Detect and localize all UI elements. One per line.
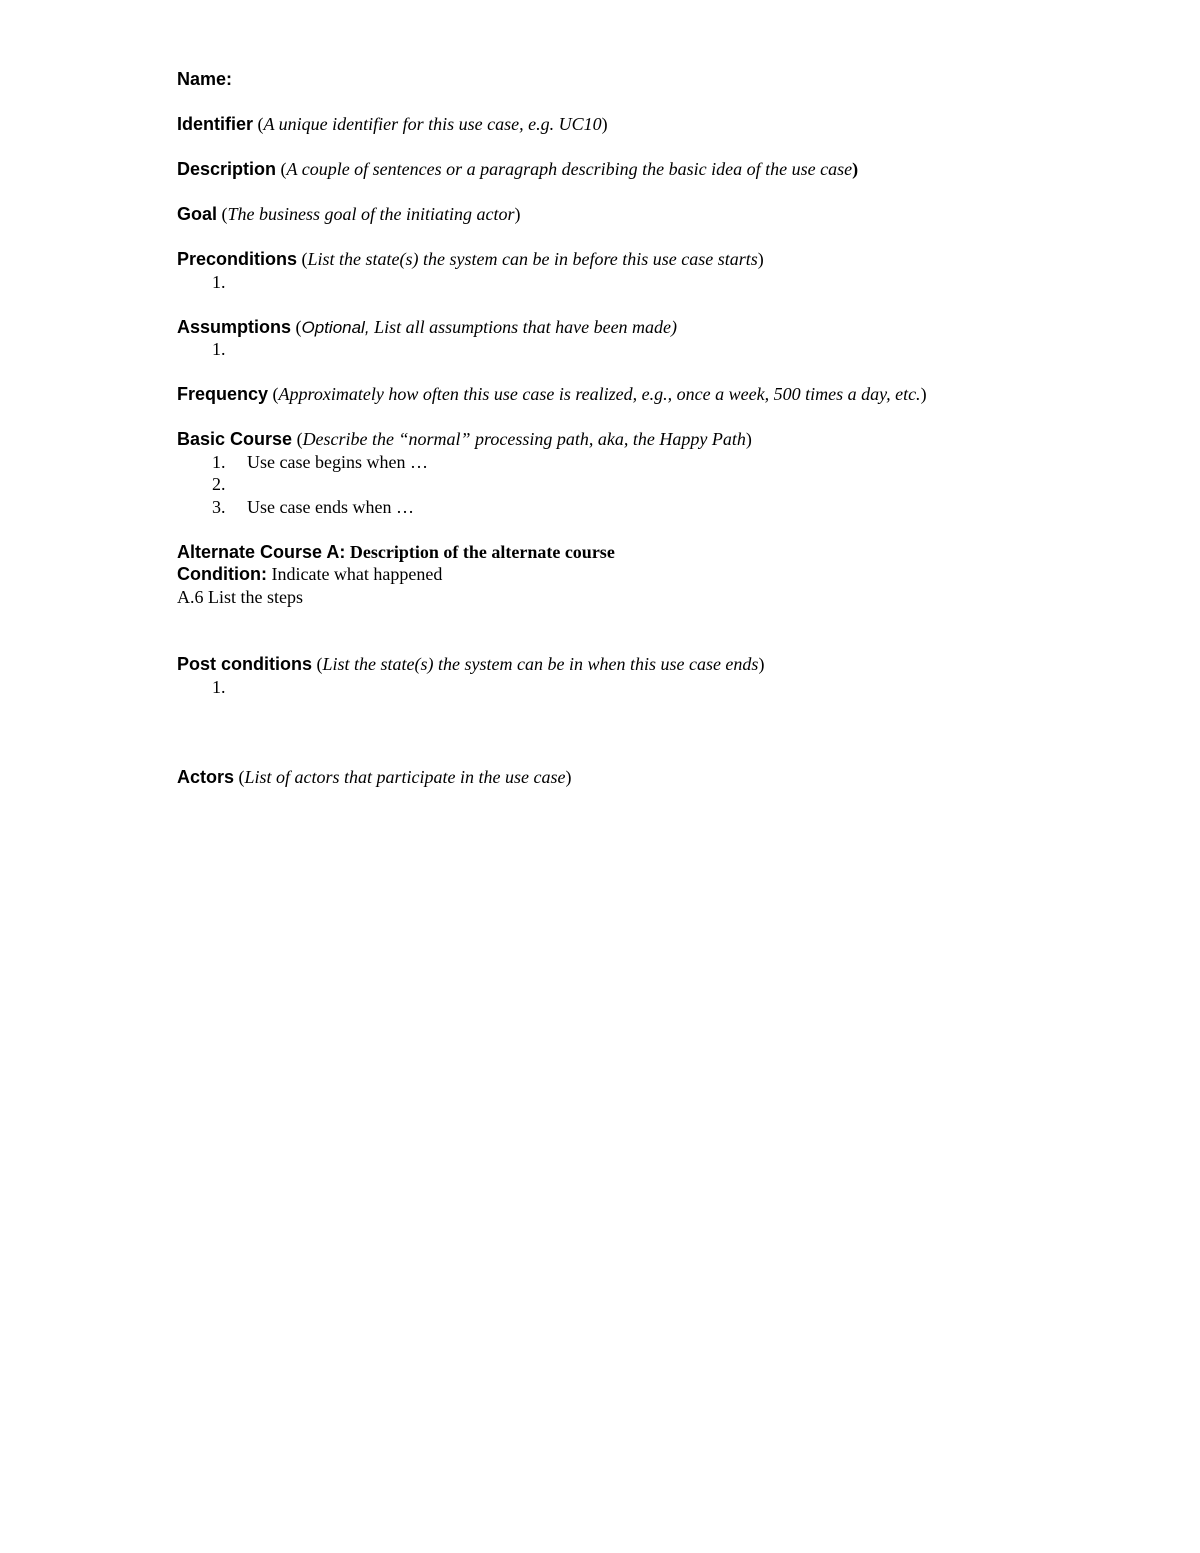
identifier-hint: A unique identifier for this use case, e.g. UC10 xyxy=(263,114,602,134)
actors-label: Actors xyxy=(177,766,235,787)
description-field: Description (A couple of sentences or a paragraph describing the basic idea of the use case) xyxy=(177,159,859,179)
list-item: 1. xyxy=(212,271,226,292)
description-hint: A couple of sentences or a paragraph describing the basic idea of the use case xyxy=(286,159,853,179)
list-item: 2. xyxy=(212,474,226,494)
goal-hint: The business goal of the initiating actor xyxy=(227,204,515,224)
frequency-label: Frequency xyxy=(177,384,269,404)
condition-text: Indicate what happened xyxy=(266,564,443,584)
frequency-hint: Approximately how often this use case is realized, e.g., once a week, 500 times a day, etc. xyxy=(278,384,921,404)
use-case-template xyxy=(177,68,1137,788)
assumptions-label: Assumptions xyxy=(177,316,292,337)
frequency-field: Frequency (Approximately how often this use case is realized, e.g., once a week, 500 times a day, etc.) xyxy=(177,384,927,404)
name-field xyxy=(177,68,1137,91)
goal-field: Goal (The business goal of the initiating actor) xyxy=(177,204,521,224)
actors-hint: List of actors that participate in the use case xyxy=(244,766,566,787)
post-conditions-hint: List the state(s) the system can be in when this use case ends xyxy=(322,654,759,674)
alternate-course-heading xyxy=(177,541,1137,564)
alternate-course-title: Description of the alternate course xyxy=(345,541,615,562)
condition-label: Condition: xyxy=(177,564,267,584)
list-item: 1. xyxy=(212,676,226,697)
basic-course-label: Basic Course xyxy=(177,429,293,449)
condition-field xyxy=(177,563,1137,586)
preconditions-label: Preconditions xyxy=(177,249,298,269)
list-item: 3. Use case ends when … xyxy=(212,496,414,517)
alternate-step: A.6 List the steps xyxy=(177,586,303,607)
basic-course-field: Basic Course (Describe the “normal” processing path, aka, the Happy Path) xyxy=(177,429,752,449)
assumptions-optional: Optional, xyxy=(301,317,370,337)
preconditions-field: Preconditions (List the state(s) the system can be in before this use case starts) xyxy=(177,249,764,269)
preconditions-hint: List the state(s) the system can be in before this use case starts xyxy=(307,249,758,269)
identifier-field: Identifier (A unique identifier for this use case, e.g. UC10) xyxy=(177,114,608,134)
list-item: 1. xyxy=(212,339,226,359)
assumptions-field: Assumptions (Optional, List all assumptions that have been made) xyxy=(177,316,678,337)
description-label: Description xyxy=(177,159,277,179)
goal-label: Goal xyxy=(177,204,218,224)
actors-field: Actors (List of actors that participate in the use case) xyxy=(177,766,572,787)
assumptions-hint: List all assumptions that have been made xyxy=(369,316,672,337)
list-item: 1. Use case begins when … xyxy=(212,451,428,472)
post-conditions-label: Post conditions xyxy=(177,654,312,674)
identifier-label: Identifier xyxy=(177,114,254,134)
name-label: Name: xyxy=(177,69,233,89)
basic-course-hint: Describe the “normal” processing path, aka, the Happy Path xyxy=(302,429,746,449)
post-conditions-field: Post conditions (List the state(s) the system can be in when this use case ends) xyxy=(177,654,765,674)
alternate-course-label: Alternate Course A: xyxy=(177,541,346,562)
